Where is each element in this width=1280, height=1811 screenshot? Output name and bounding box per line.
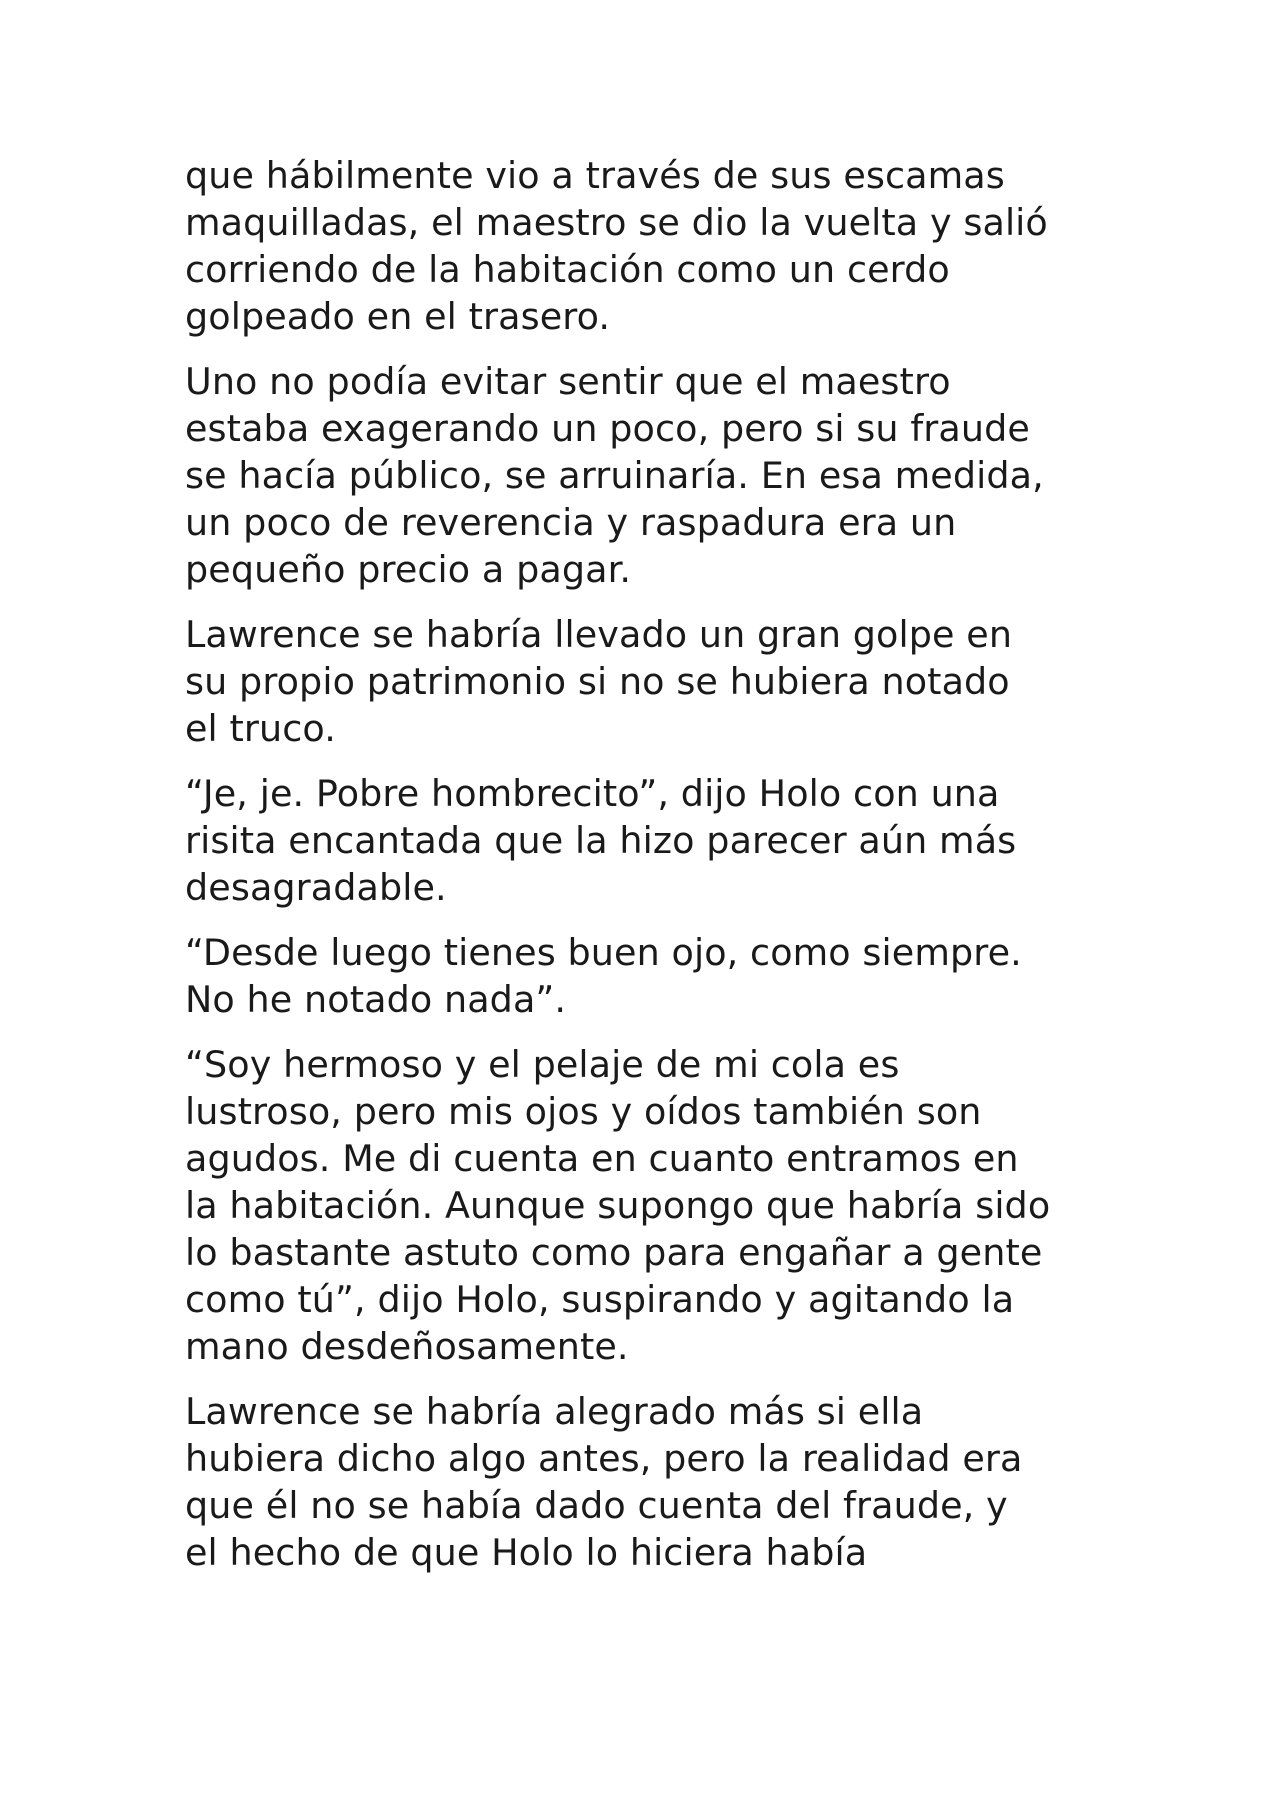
text-line: maquilladas, el maestro se dio la vuelta y salió	[185, 201, 1048, 244]
text-line: Uno no podía evitar sentir que el maestro	[185, 360, 951, 403]
text-line: se hacía público, se arruinaría. En esa medida,	[185, 454, 1044, 497]
text-line: como tú”, dijo Holo, suspirando y agitando la	[185, 1278, 1015, 1321]
paragraph-1	[185, 152, 1125, 340]
text-line: risita encantada que la hizo parecer aún más	[185, 819, 1017, 862]
paragraph-7	[185, 1388, 1125, 1576]
text-line: corriendo de la habitación como un cerdo	[185, 248, 950, 291]
text-line: pequeño precio a pagar.	[185, 548, 632, 591]
text-body	[185, 152, 1125, 1594]
text-line: lustroso, pero mis ojos y oídos también son	[185, 1090, 982, 1133]
text-line: “Je, je. Pobre hombrecito”, dijo Holo con una	[185, 772, 1000, 815]
text-line: lo bastante astuto como para engañar a gente	[185, 1231, 1043, 1274]
text-line: que hábilmente vio a través de sus escamas	[185, 154, 1005, 197]
text-line: desagradable.	[185, 866, 447, 909]
text-line: Lawrence se habría llevado un gran golpe en	[185, 613, 1013, 656]
text-line: hubiera dicho algo antes, pero la realidad era	[185, 1437, 1023, 1480]
text-line: golpeado en el trasero.	[185, 295, 611, 338]
text-line: un poco de reverencia y raspadura era un	[185, 501, 957, 544]
text-line: la habitación. Aunque supongo que habría sido	[185, 1184, 1051, 1227]
paragraph-2	[185, 358, 1125, 593]
text-line: que él no se había dado cuenta del fraude, y	[185, 1484, 1008, 1527]
text-line: No he notado nada”.	[185, 978, 567, 1021]
text-line: mano desdeñosamente.	[185, 1325, 629, 1368]
paragraph-5	[185, 929, 1125, 1023]
paragraph-3	[185, 611, 1125, 752]
text-line: el truco.	[185, 707, 336, 750]
text-line: “Desde luego tienes buen ojo, como siempre.	[185, 931, 1022, 974]
text-line: estaba exagerando un poco, pero si su fraude	[185, 407, 1030, 450]
text-line: Lawrence se habría alegrado más si ella	[185, 1390, 924, 1433]
text-line: su propio patrimonio si no se hubiera notado	[185, 660, 1010, 703]
paragraph-4	[185, 770, 1125, 911]
paragraph-6	[185, 1041, 1125, 1370]
text-line: el hecho de que Holo lo hiciera había	[185, 1531, 868, 1574]
text-line: agudos. Me di cuenta en cuanto entramos en	[185, 1137, 1019, 1180]
text-line: “Soy hermoso y el pelaje de mi cola es	[185, 1043, 900, 1086]
